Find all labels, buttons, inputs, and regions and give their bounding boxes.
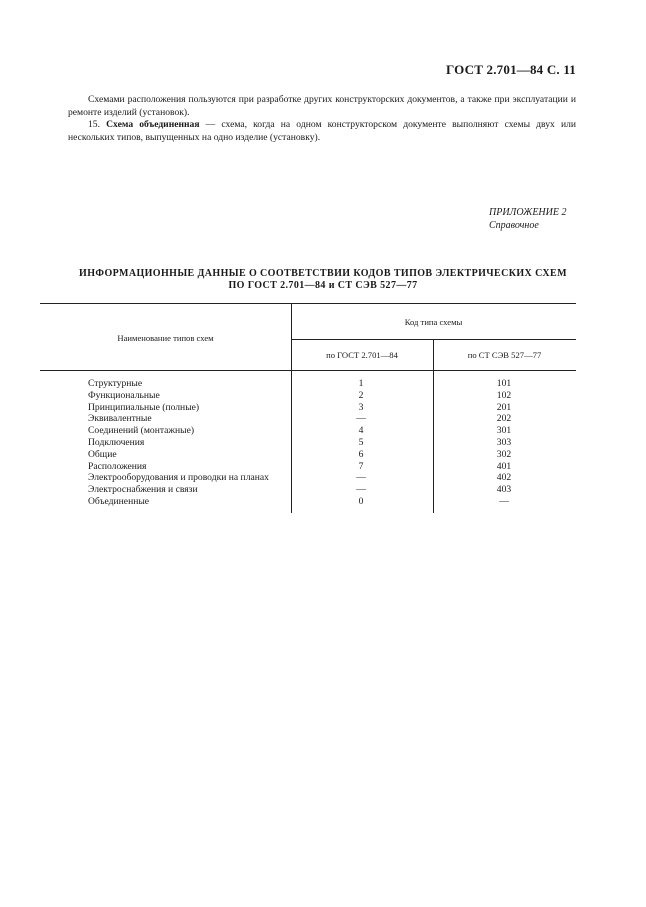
cell-gost-code: — <box>356 484 366 496</box>
header-gost: по ГОСТ 2.701—84 <box>326 350 398 360</box>
table-row <box>68 413 588 425</box>
cell-type-name: Расположения <box>88 460 147 472</box>
cell-sev-code: 102 <box>496 389 512 401</box>
cell-type-name: Общие <box>88 448 117 460</box>
cell-gost-code: 4 <box>358 425 364 437</box>
cell-type-name: Объединенные <box>88 495 150 507</box>
cell-gost-code: — <box>356 413 366 425</box>
appendix-note: Справочное <box>489 220 539 231</box>
cell-sev-code: 301 <box>496 425 512 437</box>
table-row <box>68 484 588 496</box>
header-type-name: Наименование типов схем <box>117 333 214 343</box>
cell-type-name: Электрооборудования и проводки на планах <box>88 472 269 484</box>
cell-sev-code: 302 <box>496 448 512 460</box>
appendix-title: ПРИЛОЖЕНИЕ 2 <box>489 207 567 218</box>
cell-type-name: Принципиальные (полные) <box>88 401 200 413</box>
cell-type-name: Структурные <box>88 378 143 389</box>
table-row <box>68 402 588 414</box>
cell-type-name: Соединений (монтажные) <box>88 425 195 437</box>
cell-sev-code: 402 <box>496 472 512 484</box>
clause-number: 15. <box>88 119 100 130</box>
cell-type-name: Электроснабжения и связи <box>88 484 198 496</box>
cell-gost-code: 1 <box>358 378 364 389</box>
cell-sev-code: 303 <box>496 436 512 448</box>
table-row <box>68 378 588 390</box>
table-row <box>68 425 588 437</box>
table-row <box>68 390 588 402</box>
cell-sev-code: 101 <box>496 378 512 389</box>
paragraph-layout-schemes: Схемами расположения пользуются при разработке других конструкторских документов, а также при эксплуатации и ремонте изделий (установок). <box>68 94 576 118</box>
table-title <box>30 268 616 292</box>
appendix-label <box>489 206 567 232</box>
table-top-border <box>40 303 576 304</box>
cell-sev-code: 201 <box>496 401 512 413</box>
table-row <box>68 496 588 508</box>
cell-gost-code: 0 <box>358 495 364 507</box>
table-row <box>68 449 588 461</box>
paragraph-15 <box>68 119 576 144</box>
cell-sev-code: 403 <box>496 484 512 496</box>
cell-gost-code: — <box>356 472 366 484</box>
cell-type-name: Подключения <box>88 436 145 448</box>
cell-sev-code: — <box>499 495 509 507</box>
cell-type-name: Эквивалентные <box>88 413 152 425</box>
table-row <box>68 437 588 449</box>
term-combined-scheme: Схема объединенная <box>106 119 200 130</box>
table-row <box>68 472 588 484</box>
table-row <box>68 461 588 473</box>
table-title-line-2: ПО ГОСТ 2.701—84 и СТ СЭВ 527—77 <box>228 280 418 291</box>
table-header-bottom-border <box>40 370 576 371</box>
table-title-line-1: ИНФОРМАЦИОННЫЕ ДАННЫЕ О СООТВЕТСТВИИ КОДОВ ТИПОВ ЭЛЕКТРИЧЕСКИХ СХЕМ <box>79 268 567 279</box>
clause-text: — схема, когда на одном конструкторском документе выполняют схемы двух или нескольких типов, выпущенных на одно изделие (установку). <box>68 119 576 143</box>
cell-gost-code: 3 <box>358 401 364 413</box>
cell-gost-code: 6 <box>358 448 364 460</box>
cell-sev-code: 401 <box>496 460 512 472</box>
cell-gost-code: 5 <box>358 436 364 448</box>
page-header: ГОСТ 2.701—84 С. 11 <box>446 62 576 77</box>
header-code: Код типа схемы <box>404 317 463 327</box>
table-body <box>68 378 588 508</box>
header-sev: по СТ СЭВ 527—77 <box>467 350 542 360</box>
cell-sev-code: 202 <box>496 413 512 425</box>
cell-type-name: Функциональные <box>88 389 160 401</box>
cell-gost-code: 2 <box>358 389 364 401</box>
cell-gost-code: 7 <box>358 460 364 472</box>
